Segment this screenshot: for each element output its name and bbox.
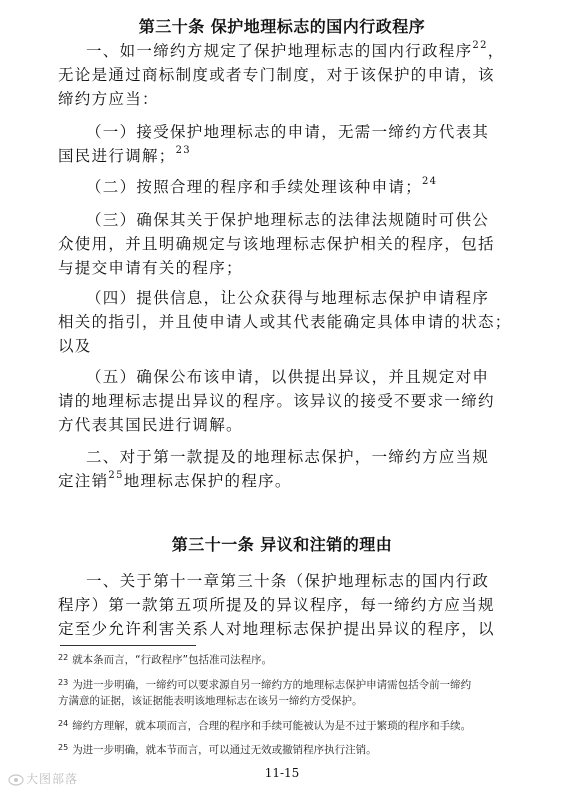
footnote-ref-22[interactable]: 22 (472, 39, 488, 51)
item-5-line-1: （五）确保公布该申请，以供提出异议，并且规定对申 (86, 368, 490, 386)
article-31-para-1-line-2: 程序）第一款第五项所提及的异议程序，每一缔约方应当规 (58, 596, 495, 614)
article-30-heading: 第三十条 保护地理标志的国内行政程序 (138, 17, 426, 36)
article-30-para-1-line-1: 一、如一缔约方规定了保护地理标志的国内行政程序$^{22}$， (86, 39, 505, 60)
footnote-23-line-2: 方满意的证据，该证据能表明该地理标志在该另一缔约方受保护。 (58, 695, 363, 707)
page-number: 11-15 (264, 766, 300, 780)
footnote-separator (60, 645, 196, 646)
item-5-line-2: 请的地理标志提出异议的程序。该异议的接受不要求一缔约 (58, 392, 495, 410)
article-30-para-1-line-3: 缔约方应当： (58, 90, 159, 108)
item-1-line-2: 国民进行调解；$^{23}$ (58, 144, 191, 165)
item-5-line-3: 方代表其国民进行调解。 (58, 416, 243, 434)
item-1-line-1: （一）接受保护地理标志的申请，无需一缔约方代表其 (86, 123, 490, 141)
article-30-para-2-line-2: 定注销$^{25}$地理标志保护的程序。 (58, 469, 292, 490)
watermark: 大图部落 (8, 770, 78, 787)
article-31-heading: 第三十一条 异议和注销的理由 (171, 535, 393, 554)
footnote-22: $^{22}$ 就本条而言，“行政程序”包括准司法程序。 (58, 653, 273, 666)
footnote-ref-24[interactable]: 24 (422, 175, 438, 187)
article-30-para-2-line-1: 二、对于第一款提及的地理标志保护，一缔约方应当规 (86, 448, 490, 466)
watermark-logo-icon (8, 774, 24, 786)
item-4-line-1: （四）提供信息，让公众获得与地理标志保护申请程序 (86, 289, 490, 307)
footnote-ref-25[interactable]: 25 (108, 469, 124, 481)
article-31-para-1-line-1: 一、关于第十一章第三十条（保护地理标志的国内行政 (86, 572, 490, 590)
footnote-ref-23[interactable]: 23 (175, 144, 191, 156)
item-4-line-2: 相关的指引，并且使申请人或其代表能确定具体申请的状态； (58, 313, 512, 331)
article-30-para-1-line-2: 无论是通过商标制度或者专门制度，对于该保护的申请，该 (58, 66, 495, 84)
article-31-para-1-line-3: 定至少允许利害关系人对地理标志保护提出异议的程序，以 (58, 620, 495, 638)
footnote-24: $^{24}$ 缔约方理解，就本项而言，合理的程序和手续可能被认为是不过于繁琐的程序和手续。 (58, 719, 472, 732)
item-3-line-2: 众使用，并且明确规定与该地理标志保护相关的程序，包括 (58, 235, 495, 253)
item-2-line-1: （二）按照合理的程序和手续处理该种申请；$^{24}$ (86, 175, 438, 196)
footnote-25: $^{25}$ 为进一步明确，就本节而言，可以通过无效或撤销程序执行注销。 (58, 743, 377, 756)
footnote-23: $^{23}$ 为进一步明确，一缔约可以要求源自另一缔约方的地理标志保护申请需包括令前一缔约 (58, 678, 472, 691)
item-3-line-1: （三）确保其关于保护地理标志的法律法规随时可供公 (86, 211, 490, 229)
item-3-line-3: 与提交申请有关的程序； (58, 259, 243, 277)
item-4-line-3: 以及 (58, 337, 92, 355)
